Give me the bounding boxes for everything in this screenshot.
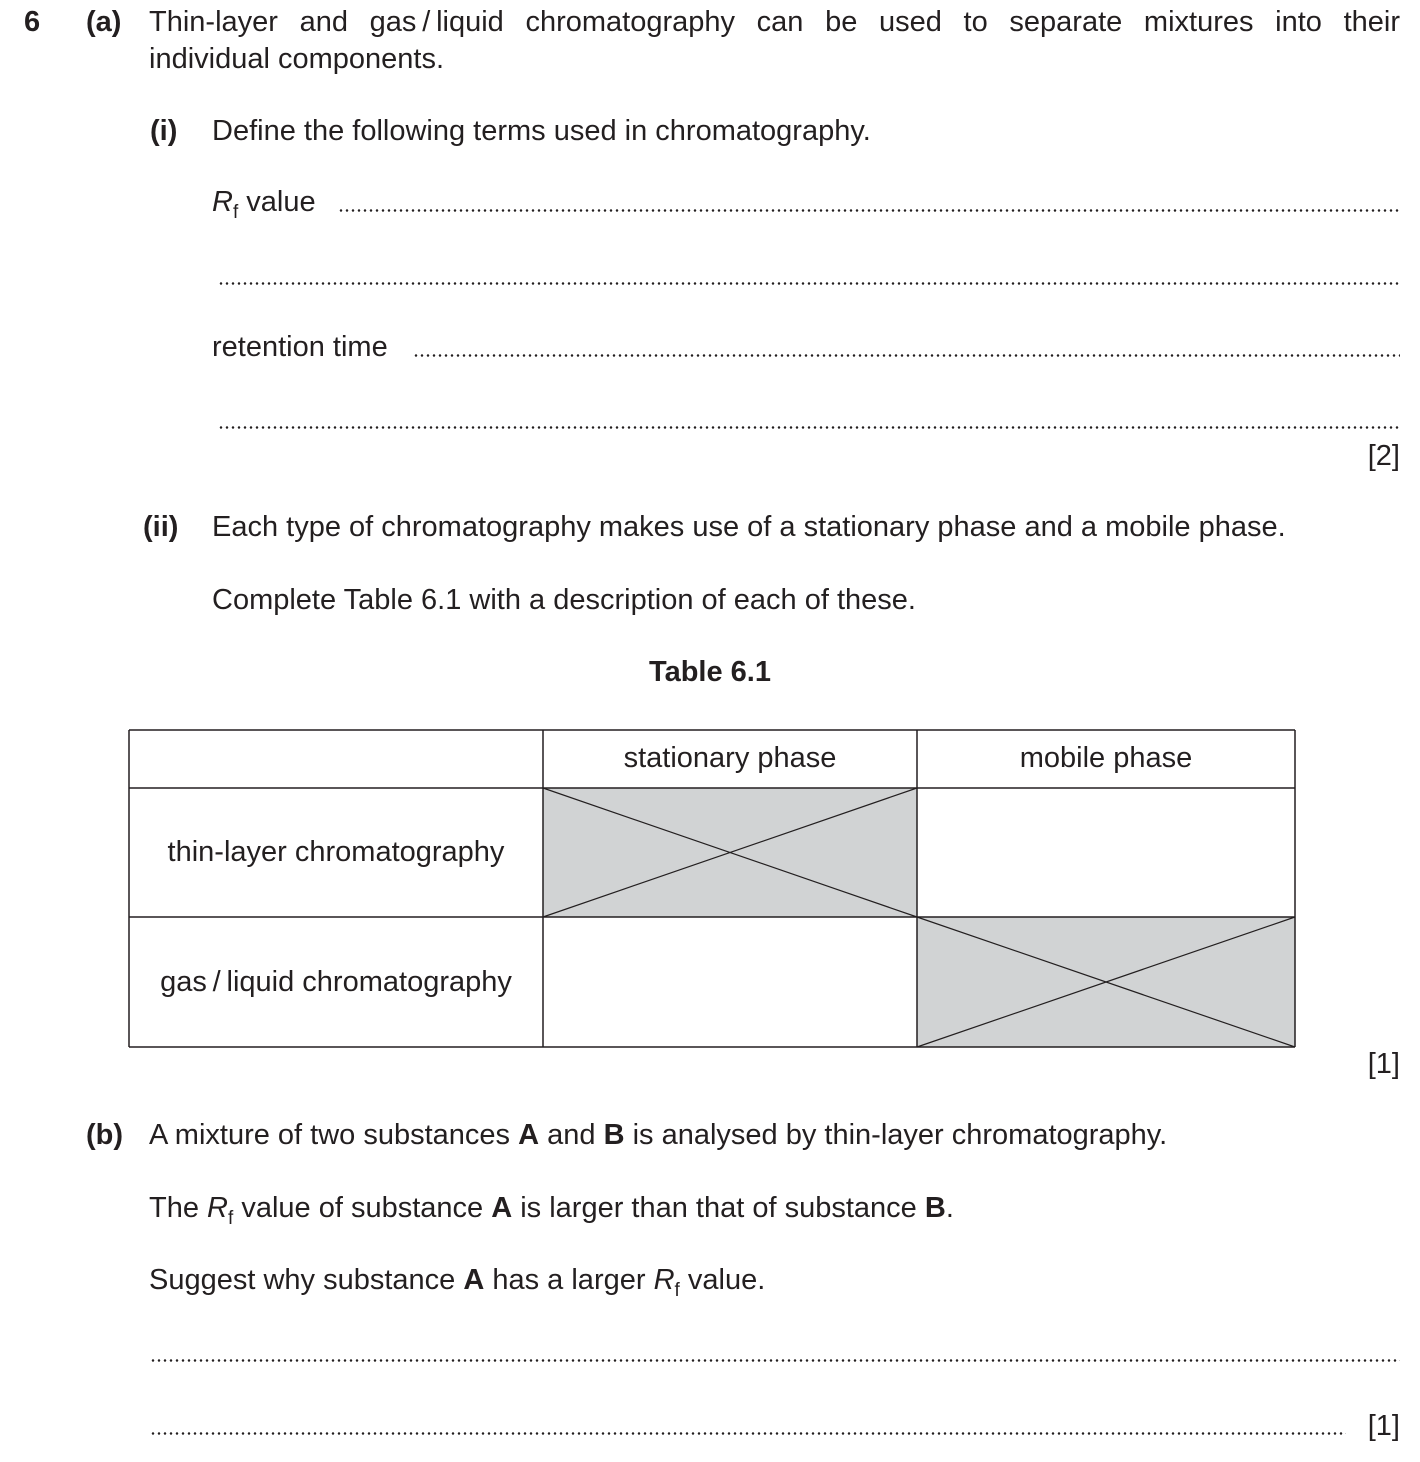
- part-b-line3-text: value.: [679, 1264, 766, 1296]
- substance-b: B: [603, 1119, 625, 1151]
- part-b-line2-text: The: [149, 1192, 208, 1224]
- sub-i-marks: [2]: [1367, 440, 1400, 472]
- part-b-line3: [149, 1264, 766, 1301]
- part-b-line3-text: Suggest why substance: [149, 1264, 464, 1296]
- rf-symbol: R: [653, 1264, 675, 1296]
- table-title: Table 6.1: [649, 656, 771, 688]
- part-b-line2-text: is larger than that of substance: [512, 1192, 925, 1224]
- rf-value-rest: value: [238, 186, 316, 218]
- substance-a: A: [463, 1264, 485, 1296]
- sub-i-prompt: Define the following terms used in chromatography.: [212, 115, 871, 147]
- sub-ii-prompt1: Each type of chromatography makes use of a stationary phase and a mobile phase.: [212, 511, 1286, 543]
- part-b-line2: [149, 1192, 954, 1229]
- substance-b: B: [924, 1192, 946, 1224]
- header-mobile-phase: mobile phase: [1019, 742, 1193, 774]
- sub-i-label: (i): [150, 115, 178, 147]
- glc-stationary-phase-cell[interactable]: [547, 922, 913, 1043]
- part-b-label: (b): [86, 1119, 124, 1151]
- part-b-line2-text: .: [945, 1192, 954, 1224]
- part-b-answer-line-1[interactable]: [150, 1359, 1400, 1362]
- rf-symbol: R: [207, 1192, 228, 1224]
- sub-ii-label: (ii): [143, 511, 179, 543]
- part-b-answer-line-2[interactable]: [150, 1432, 1346, 1435]
- rf-subscript: f: [232, 202, 239, 223]
- part-b-line1: [149, 1121, 1167, 1150]
- part-b-line1-text: A mixture of two substances: [149, 1119, 519, 1151]
- substance-a: A: [491, 1192, 513, 1224]
- part-a-label: (a): [86, 6, 122, 38]
- part-b-line3-text: has a larger: [484, 1264, 654, 1296]
- sub-ii-marks: [1]: [1367, 1048, 1400, 1080]
- part-a-intro-line1: Thin-layer and gas / liquid chromatography can be used to separate mixtures into their: [149, 6, 1400, 38]
- retention-time-term: retention time: [212, 331, 388, 363]
- question-number: 6: [24, 6, 41, 38]
- rf-subscript: f: [227, 1208, 234, 1229]
- row-label-glc: gas / liquid chromatography: [160, 966, 512, 998]
- rf-subscript: f: [674, 1280, 680, 1301]
- part-b-line2-text: value of substance: [233, 1192, 492, 1224]
- part-b-line1-text: is analysed by thin-layer chromatography.: [624, 1119, 1168, 1151]
- row-label-tlc: thin-layer chromatography: [167, 836, 505, 868]
- rf-symbol: R: [212, 186, 233, 218]
- tlc-mobile-phase-cell[interactable]: [921, 792, 1291, 913]
- header-stationary-phase: stationary phase: [623, 742, 837, 774]
- part-a-intro-line2: individual components.: [149, 43, 445, 75]
- sub-ii-prompt2: Complete Table 6.1 with a description of each of these.: [212, 584, 916, 616]
- part-b-marks: [1]: [1367, 1410, 1400, 1442]
- part-b-line1-text: and: [539, 1119, 604, 1151]
- substance-a: A: [518, 1119, 540, 1151]
